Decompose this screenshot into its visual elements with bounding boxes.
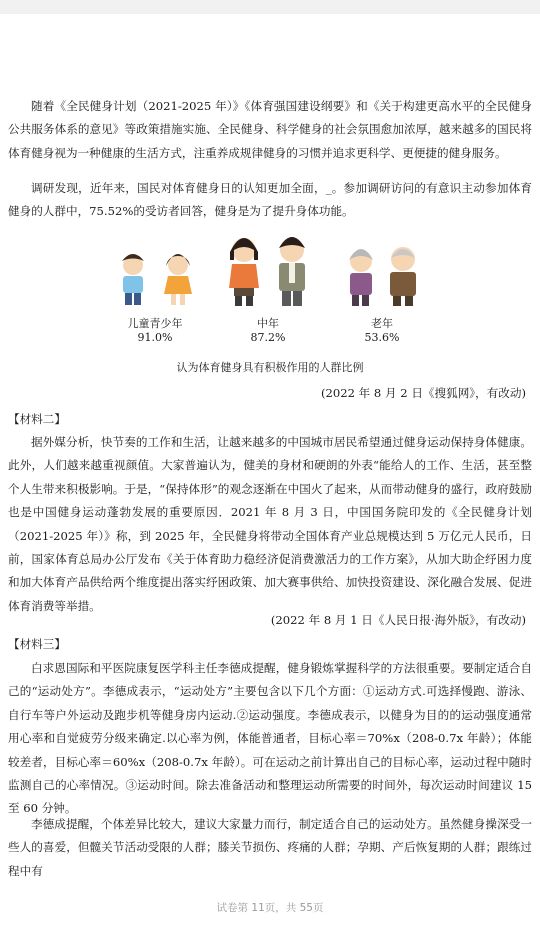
- middle-aged-woman-figure: [229, 238, 259, 306]
- group-label: 中年: [257, 317, 279, 330]
- middle-aged-man-figure: [279, 237, 305, 306]
- material1-paragraph-2: 调研发现，近年来，国民对体育健身日的认知更加全面，_。参加调研访问的有意识主动参加体育健身的人群中，75.52%的受访者回答，健身是为了提升身体功能。: [8, 181, 532, 219]
- chart-group-children: [100, 317, 210, 345]
- chart-group-middle-aged: [213, 317, 323, 345]
- material2-paragraph: 据外媒分析，快节奏的工作和生活，让越来越多的中国城市居民希望通过健身运动保持身体健康。此外，人们越来越重视颜值。大家普遍认为，健美的身材和硬朗的外表“能给人的工作、生活，甚至整个人生带来积极影响。于是，“保持体形”的观念逐渐在中国火了起来，从而带动健身的盛行，政府鼓励也是中国健身运动蓬勃发展的重要原因．2021 年 8 月 3 日，中国国务院印发的《全民健身计划（2021-2025 年）》称，到 2025 年，全民健身将带动全国体育产业总规模达到 5 万亿元人民币，日前，国家体育总局办公厅发布《关于体育助力稳经济促消费激活力的工作方案》，从加大助企纾困力度和加大体育产品供给两个维度提出落实纾困政策、加大赛事供给、加快投资建设、深化融合发展、促进体育消费等举措。: [8, 435, 532, 613]
- figure-caption: 认为体育健身具有积极作用的人群比例: [176, 361, 364, 374]
- page-footer: 试卷第 11页，共 55页: [216, 902, 324, 914]
- group-label: 老年: [371, 317, 393, 330]
- material1-paragraph-1: 随着《全民健身计划（2021-2025 年）》《体育强国建设纲要》和《关于构建更高水平的全民健身公共服务体系的意见》等政策措施实施、全民健身、科学健身的社会氛围愈加浓厚，越来越多的国民将体育健身视为一种健康的生活方式，注重养成规律健身的习惯并追求更科学、更便捷的健身服务。: [8, 99, 532, 160]
- group-value: 87.2%: [250, 331, 286, 344]
- material3-heading: 【材料三】: [8, 637, 66, 651]
- material3-paragraph-1: 白求恩国际和平医院康复医学科主任李德成提醒，健身锻炼掌握科学的方法很重要。要制定适合自己的“运动处方”。李德成表示，“运动处方”主要包含以下几个方面：①运动方式.可选择慢跑、游泳、自行车等户外运动及跑步机等健身房内运动.②运动强度。李德成表示，以健身为目的的运动强度通常用心率和自觉疲劳分级来确定.以心率为例，体能普通者，目标心率＝70%x（208-0.7x 年龄）；体能较差者，目标心率＝60%x（208-0.7x 年龄）。可在运动之前计算出自己的目标心率，运动过程中随时监测自己的心率情况。③运动时间。除去准备活动和整理运动所需要的时间外，每次运动时间建议 15 至 60 分钟。: [8, 661, 532, 816]
- group-value: 53.6%: [364, 331, 400, 344]
- top-bar: [0, 0, 540, 14]
- elderly-woman-figure: [349, 249, 373, 306]
- material2-source: (2022 年 8 月 1 日《人民日报·海外版》，有改动): [270, 613, 526, 627]
- group-label: 儿童青少年: [127, 317, 183, 330]
- chart-group-elderly: [327, 317, 437, 345]
- material1-source: (2022 年 8 月 2 日《搜狐网》，有改动): [320, 386, 526, 400]
- child-boy-figure: [122, 254, 144, 305]
- group-value: 91.0%: [137, 331, 173, 344]
- child-girl-figure: [164, 254, 192, 305]
- material3-paragraph-2: 李德成提醒，个体差异比较大，建议大家量力而行，制定适合自己的运动处方。虽然健身操深受一些人的喜爱，但髋关节活动受限的人群；膝关节损伤、疼痛的人群；孕期、产后恢复期的人群；跟练过程中有: [8, 817, 532, 878]
- material2-heading: 【材料二】: [8, 412, 66, 426]
- figure-illustration: [0, 228, 540, 318]
- elderly-man-figure: [390, 247, 416, 306]
